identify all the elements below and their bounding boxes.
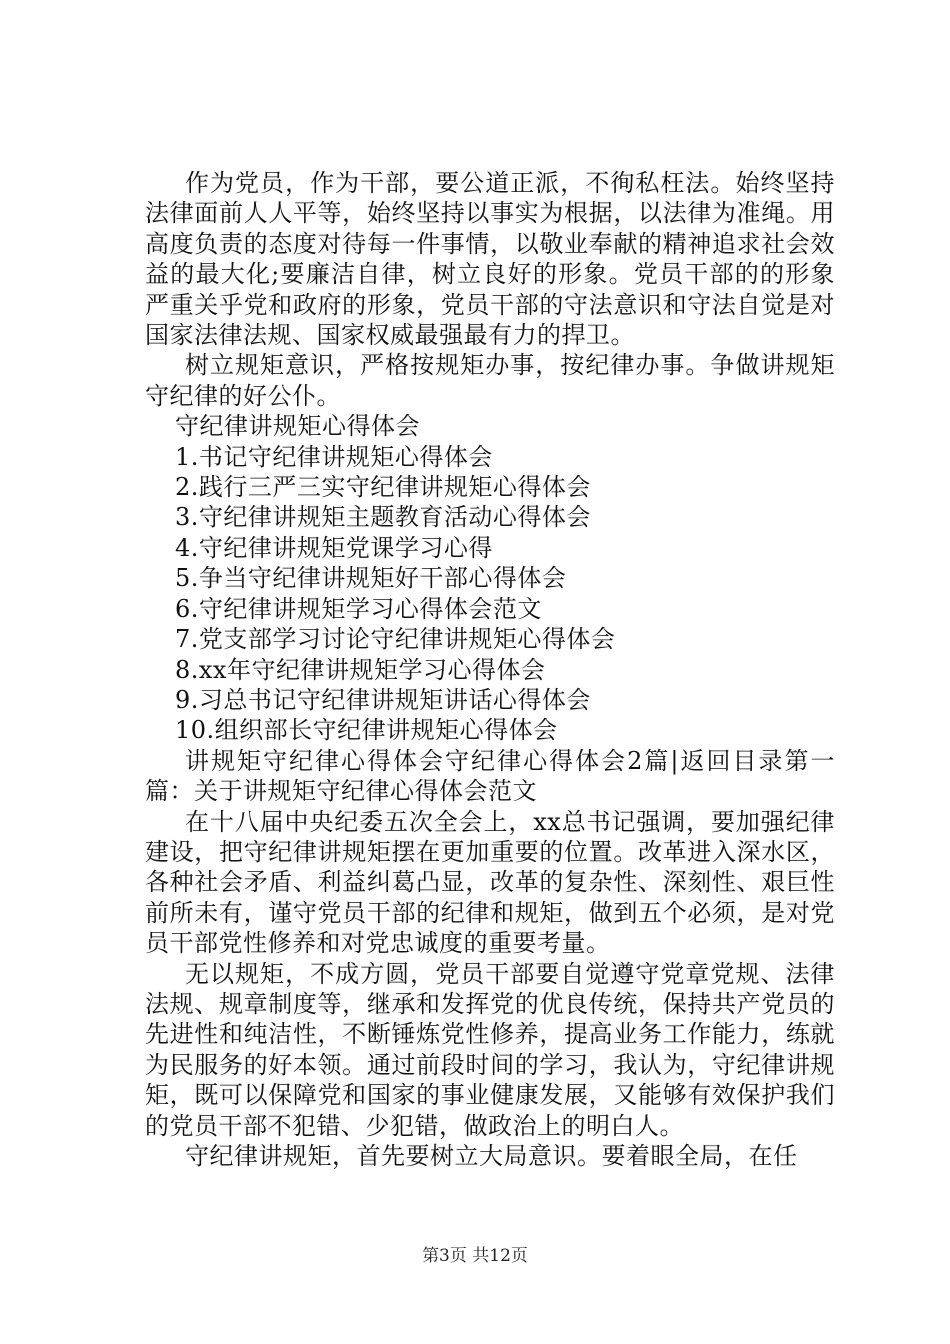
paragraph: 作为党员，作为干部，要公道正派，不徇私枉法。始终坚持法律面前人人平等，始终坚持以事实为根据，以法律为准绳。用高度负责的态度对待每一件事情，以敬业奉献的精神追求社会效益的最大化;要廉洁自律，树立良好的形象。党员干部的的形象严重关乎党和政府的形象，党员干部的守法意识和守法自觉是对国家法律法规、国家权威最强最有力的捍卫。 bbox=[145, 169, 835, 350]
toc-title: 守纪律讲规矩心得体会 bbox=[175, 412, 420, 441]
toc-list bbox=[145, 411, 835, 745]
toc-item: 4.守纪律讲规矩党课学习心得 bbox=[175, 533, 493, 562]
toc-item: 7.党支部学习讨论守纪律讲规矩心得体会 bbox=[175, 625, 616, 654]
paragraph: 在十八届中央纪委五次全会上，xx总书记强调，要加强纪律建设，把守纪律讲规矩摆在更加重要的位置。改革进入深水区，各种社会矛盾、利益纠葛凸显，改革的复杂性、深刻性、艰巨性前所未有，谨守党员干部的纪律和规矩，做到五个必须，是对党员干部党性修养和对党忠诚度的重要考量。 bbox=[145, 807, 835, 958]
paragraph: 无以规矩，不成方圆，党员干部要自觉遵守党章党规、法律法规、规章制度等，继承和发挥党的优良传统，保持共产党员的先进性和纯洁性，不断锤炼党性修养，提高业务工作能力，练就为民服务的好本领。通过前段时间的学习，我认为，守纪律讲规矩，既可以保障党和国家的事业健康发展，又能够有效保护我们的党员干部不犯错、少犯错，做政治上的明白人。 bbox=[145, 959, 835, 1140]
toc-item: 5.争当守纪律讲规矩好干部心得体会 bbox=[175, 564, 567, 593]
toc-item: 8.xx年守纪律讲规矩学习心得体会 bbox=[175, 655, 546, 684]
toc-item: 3.守纪律讲规矩主题教育活动心得体会 bbox=[175, 503, 591, 532]
document-body bbox=[145, 168, 835, 1171]
toc-item: 2.践行三严三实守纪律讲规矩心得体会 bbox=[175, 473, 591, 502]
paragraph: 树立规矩意识，严格按规矩办事，按纪律办事。争做讲规矩守纪律的好公仆。 bbox=[145, 351, 835, 410]
toc-item: 1.书记守纪律讲规矩心得体会 bbox=[175, 442, 493, 471]
section-heading: 讲规矩守纪律心得体会守纪律心得体会2篇|返回目录第一篇：关于讲规矩守纪律心得体会范文 bbox=[145, 746, 835, 806]
toc-item: 9.习总书记守纪律讲规矩讲话心得体会 bbox=[175, 685, 591, 714]
toc-item: 6.守纪律讲规矩学习心得体会范文 bbox=[175, 594, 542, 623]
page-number: 第3页 共12页 bbox=[422, 1246, 528, 1266]
toc-item: 10.组织部长守纪律讲规矩心得体会 bbox=[175, 716, 558, 745]
paragraph: 守纪律讲规矩，首先要树立大局意识。要着眼全局，在任 bbox=[185, 1142, 798, 1170]
